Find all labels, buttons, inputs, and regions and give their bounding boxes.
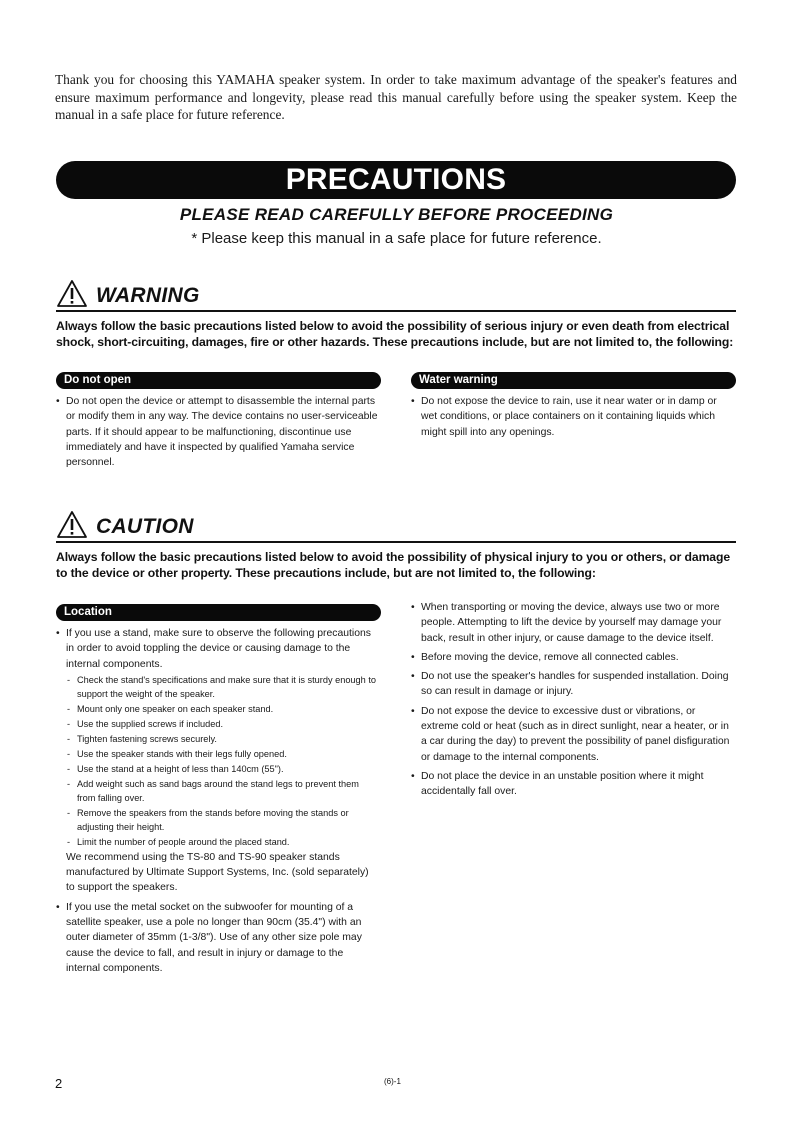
list-item: • Do not place the device in an unstable position where it might accidentally fall over.: [411, 769, 735, 800]
warning-description: Always follow the basic precautions listed below to avoid the possibility of serious injury or even death from electrical shock, short-circuiting, damages, fire or other hazards. These precautions include, but are not limited to, the following:: [56, 319, 734, 349]
warning-triangle-icon: [56, 510, 88, 539]
caution-description: Always follow the basic precautions listed below to avoid the possibility of physical injury to you or others, or damage to the device or other property. These precautions include, but are not limited to, the following:: [56, 550, 731, 580]
stand-intro: If you use a stand, make sure to observe the following precautions in order to avoid toppling the device or causing damage to the internal components.: [66, 628, 371, 670]
water-warning-heading: Water warning: [411, 372, 736, 389]
keep-manual-note: * Please keep this manual in a safe place for future reference.: [191, 230, 602, 247]
sub-list-item: - Use the stand at a height of less than 140cm (55").: [66, 762, 376, 776]
page-code: (6)-1: [384, 1077, 401, 1086]
caution-right-list: [411, 600, 735, 804]
list-item: • If you use the metal socket on the subwoofer for mounting of a satellite speaker, use a pole no longer than 90cm (35.4") with an outer diameter of 35mm (1-3/8"). Use of any other size pole may cause the device to fall, and result in injury or damage to the internal components.: [56, 900, 376, 976]
warning-triangle-icon: [56, 279, 88, 308]
please-read-heading: PLEASE READ CAREFULLY BEFORE PROCEEDING: [179, 205, 614, 224]
caution-header: [56, 509, 736, 543]
warning-title: WARNING: [96, 284, 200, 307]
sub-list-item: - Use the supplied screws if included.: [66, 717, 376, 731]
list-item: • Do not use the speaker's handles for suspended installation. Doing so can result in damage or injury.: [411, 669, 735, 700]
sub-list-item: - Add weight such as sand bags around the stand legs to prevent them from falling over.: [66, 777, 376, 805]
list-item: • Do not open the device or attempt to disassemble the internal parts or modify them in any way. The device contains no user-serviceable parts. If it should appear to be malfunctioning, discontinue use immediately and have it inspected by qualified Yamaha service personnel.: [56, 394, 378, 470]
warning-header: [56, 278, 736, 312]
stand-recommendation: We recommend using the TS-80 and TS-90 speaker stands manufactured by Ultimate Support Systems, Inc. (sold separately) to support the speakers.: [66, 851, 369, 894]
do-not-open-heading: Do not open: [56, 372, 381, 389]
sub-list-item: - Remove the speakers from the stands before moving the stands or adjusting their height.: [66, 806, 376, 834]
list-item: • Do not expose the device to rain, use it near water or in damp or wet conditions, or place containers on it containing liquids which might spill into any openings.: [411, 394, 729, 440]
banner-title: PRECAUTIONS: [285, 163, 507, 196]
sub-list-item: - Limit the number of people around the placed stand.: [66, 835, 376, 849]
sub-list-item: - Mount only one speaker on each speaker stand.: [66, 702, 376, 716]
location-list: [56, 626, 376, 980]
precautions-banner: [56, 161, 736, 199]
sub-list-item: - Tighten fastening screws securely.: [66, 732, 376, 746]
page-number: 2: [55, 1076, 63, 1091]
caution-title: CAUTION: [96, 515, 194, 538]
intro-paragraph: Thank you for choosing this YAMAHA speaker system. In order to take maximum advantage of the speaker's features and ensure maximum performance and longevity, please read this manual carefully before using the speaker system. Keep the manual in a safe place for future reference.: [55, 72, 737, 122]
list-item: • Before moving the device, remove all connected cables.: [411, 650, 735, 665]
list-item: [56, 626, 376, 896]
sub-list-item: - Use the speaker stands with their legs fully opened.: [66, 747, 376, 761]
location-heading: Location: [56, 604, 381, 621]
sub-list-item: - Check the stand's specifications and make sure that it is sturdy enough to support the weight of the speaker.: [66, 673, 376, 701]
do-not-open-list: [56, 394, 378, 474]
list-item: • Do not expose the device to excessive dust or vibrations, or extreme cold or heat (such as in direct sunlight, near a heater, or in a car during the day) to prevent the possibility of panel disfiguration or damage to the internal components.: [411, 704, 735, 765]
stand-steps: [66, 673, 376, 849]
list-item: • When transporting or moving the device, always use two or more people. Attempting to lift the device by yourself may damage your back, result in other injury, or cause damage to the device itself.: [411, 600, 735, 646]
water-warning-list: [411, 394, 729, 444]
